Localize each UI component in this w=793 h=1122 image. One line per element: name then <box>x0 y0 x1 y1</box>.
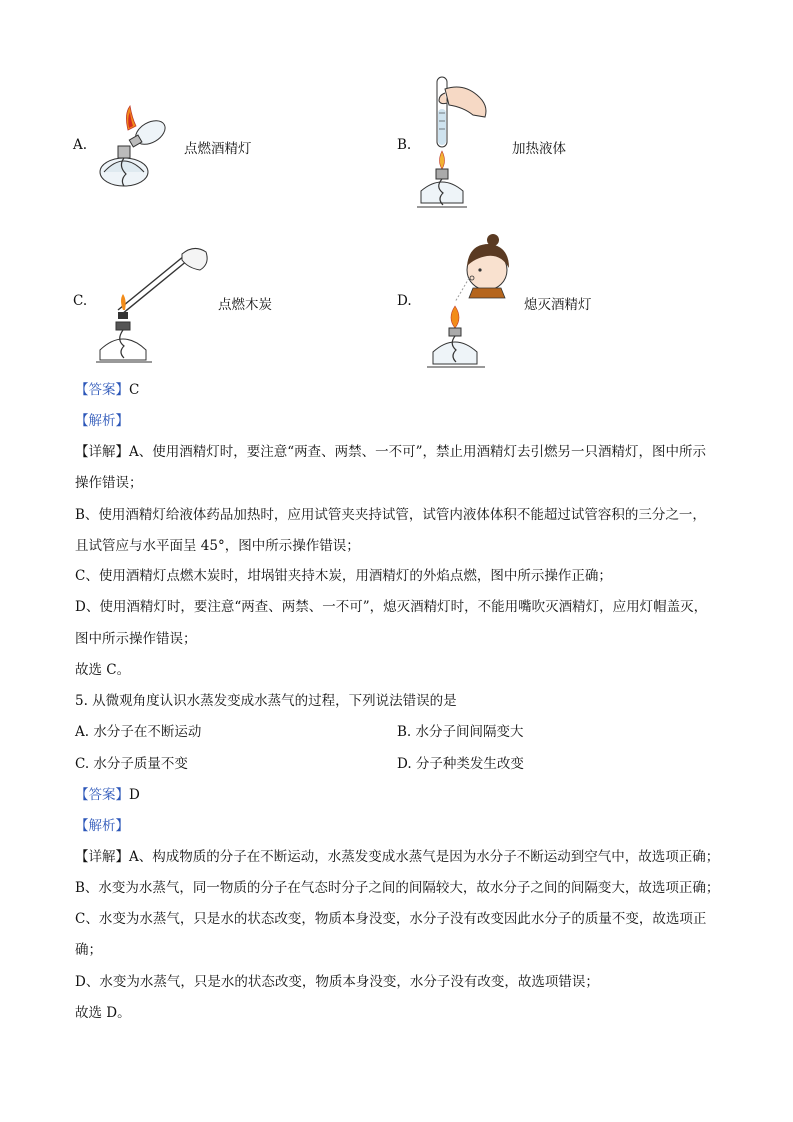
q4-answer-line <box>75 381 139 399</box>
q5-line: 确； <box>75 942 102 958</box>
figure-extinguishing-lamp <box>425 232 525 370</box>
option-c-caption: 点燃木炭 <box>218 297 272 313</box>
option-d-letter: D. <box>397 293 412 309</box>
option-c-letter: C. <box>73 293 88 309</box>
q5-option-a: A. 水分子在不断运动 <box>75 724 202 740</box>
q5-line: B、水变为水蒸气，同一物质的分子在气态时分子之间的间隔较大，故水分子之间的间隔变大，故选项正确； <box>75 880 720 896</box>
q5-detail-line-1 <box>75 848 719 866</box>
figure-heating-liquid <box>415 75 505 215</box>
q4-line: 操作错误； <box>75 475 143 491</box>
q5-line: 故选 D。 <box>75 1005 131 1021</box>
q4-line: 且试管应与水平面呈 45°，图中所示操作错误； <box>75 538 360 554</box>
q5-option-b: B. 水分子间间隔变大 <box>397 724 524 740</box>
q5-line: D、水变为水蒸气，只是水的状态改变，物质本身没变，水分子没有改变，故选项错误； <box>75 974 599 990</box>
q5-stem: 5. 从微观角度认识水蒸发变成水蒸气的过程，下列说法错误的是 <box>75 693 457 709</box>
q5-line: A、构成物质的分子在不断运动，水蒸发变成水蒸气是因为水分子不断运动到空气中，故选项正确； <box>129 849 720 865</box>
q5-detail-tag: 【详解】 <box>75 849 129 865</box>
q4-line: A、使用酒精灯时，要注意“两查、两禁、一不可”，禁止用酒精灯去引燃另一只酒精灯，图中所示 <box>129 444 707 460</box>
q4-line: B、使用酒精灯给液体药品加热时，应用试管夹夹持试管，试管内液体体积不能超过试管容积的三分之一， <box>75 507 706 523</box>
figure-lighting-lamp <box>96 100 176 195</box>
q5-answer-tag: 【答案】 <box>75 787 129 803</box>
option-a-caption: 点燃酒精灯 <box>184 141 252 157</box>
q5-answer: D <box>129 787 140 803</box>
q4-answer-tag: 【答案】 <box>75 382 129 398</box>
q4-answer: C <box>129 382 140 398</box>
q5-answer-line <box>75 786 140 804</box>
option-a-letter: A. <box>73 137 88 153</box>
q4-line: 图中所示操作错误； <box>75 631 197 647</box>
q4-analysis-tag: 【解析】 <box>75 413 129 429</box>
q4-detail-line-1 <box>75 443 706 461</box>
q5-line: C、水变为水蒸气，只是水的状态改变，物质本身没变，水分子没有改变因此水分子的质量不变，故选项正 <box>75 911 707 927</box>
q5-analysis-tag: 【解析】 <box>75 818 129 834</box>
q5-option-c: C. 水分子质量不变 <box>75 756 188 772</box>
q4-line: D、使用酒精灯时，要注意“两查、两禁、一不可”，熄灭酒精灯时，不能用嘴吹灭酒精灯，应用灯帽盖灭， <box>75 599 708 615</box>
q4-detail-tag: 【详解】 <box>75 444 129 460</box>
option-b-caption: 加热液体 <box>512 141 566 157</box>
figure-igniting-charcoal <box>96 238 216 368</box>
option-d-caption: 熄灭酒精灯 <box>524 297 592 313</box>
q4-line: 故选 C。 <box>75 662 131 678</box>
q4-line: C、使用酒精灯点燃木炭时，坩埚钳夹持木炭，用酒精灯的外焰点燃，图中所示操作正确； <box>75 568 612 584</box>
q5-option-d: D. 分子种类发生改变 <box>397 756 524 772</box>
option-b-letter: B. <box>397 137 412 153</box>
